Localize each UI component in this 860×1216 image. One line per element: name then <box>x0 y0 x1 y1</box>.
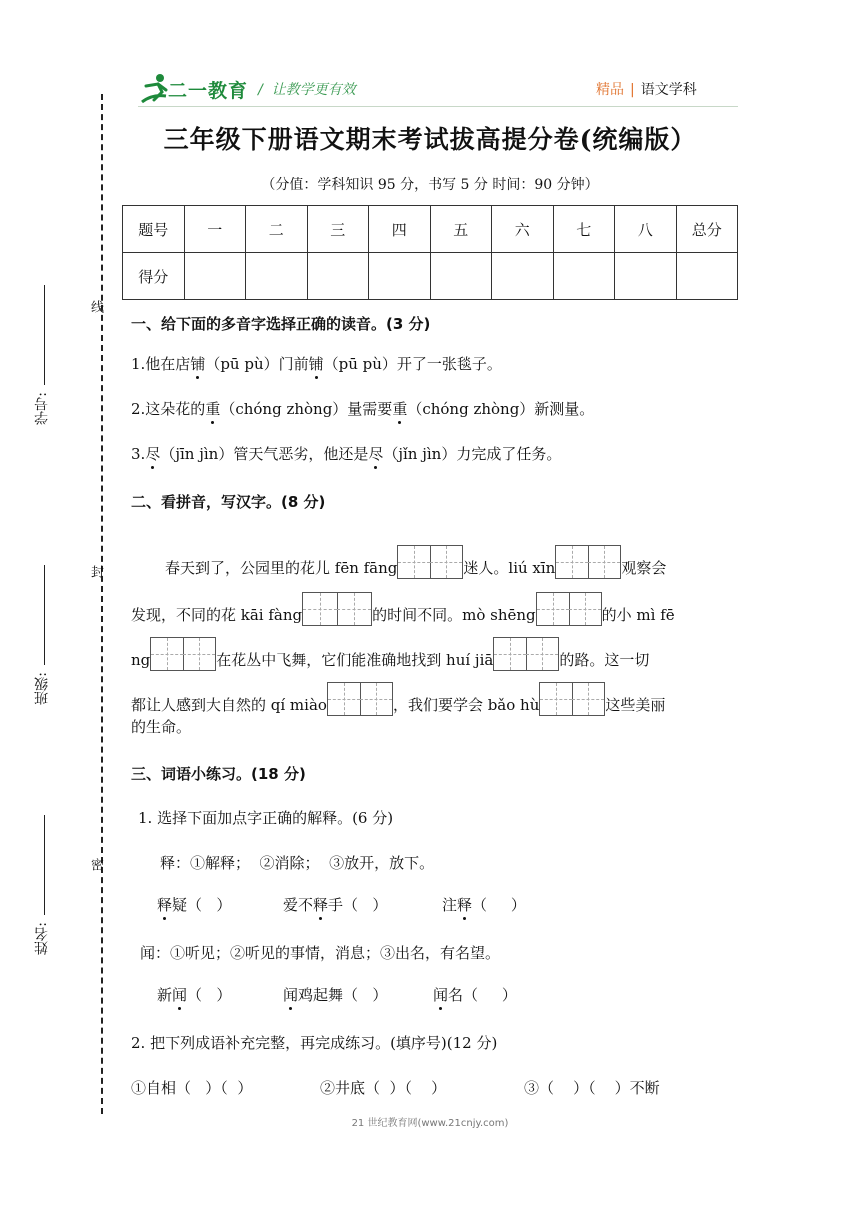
seal-mark-mi: 密 <box>88 858 103 871</box>
answer-box[interactable] <box>536 592 602 626</box>
s2-line-3: ng 在花丛中飞舞，它们能准确地找到 huí jiā 的路。这一切 <box>131 637 649 671</box>
name-line <box>44 815 45 915</box>
answer-box[interactable] <box>302 592 372 626</box>
s2-line-5: 的生命。 <box>131 718 192 736</box>
score-cell[interactable] <box>246 253 308 300</box>
table-header-cell: 四 <box>369 206 431 253</box>
page-title: 三年级下册语文期末考试拔高提分卷(统编版） <box>163 125 697 154</box>
score-cell[interactable] <box>553 253 615 300</box>
shi-word-2: 爱不释手（ ） <box>283 896 388 914</box>
s2-line-4: 都让人感到大自然的 qí miào ，我们要学会 bǎo hù 这些美丽 <box>131 682 665 716</box>
table-header-cell: 八 <box>615 206 677 253</box>
score-cell[interactable] <box>430 253 492 300</box>
answer-box[interactable] <box>493 637 559 671</box>
class-label: 班级: <box>34 672 50 705</box>
table-header-cell: 总分 <box>676 206 738 253</box>
answer-box[interactable] <box>539 682 605 716</box>
s3-question-1: 1. 选择下面加点字正确的解释。(6 分) <box>138 809 394 827</box>
section-3-heading: 三、词语小练习。(18 分) <box>131 765 306 783</box>
table-header-cell: 题号 <box>123 206 185 253</box>
answer-box[interactable] <box>397 545 463 579</box>
page-subtitle: （分值：学科知识 95 分，书写 5 分 时间：90 分钟） <box>261 177 599 193</box>
idiom-3: ③（ ）（ ）不断 <box>524 1079 660 1097</box>
shi-word-1: 释疑（ ） <box>157 896 232 914</box>
wen-word-2: 闻鸡起舞（ ） <box>283 986 388 1004</box>
idiom-1: ①自相（ ）（ ） <box>131 1079 253 1097</box>
score-cell[interactable] <box>184 253 246 300</box>
binding-line <box>101 94 103 1114</box>
idiom-2: ②井底（ ）（ ） <box>320 1079 447 1097</box>
class-line <box>44 565 45 665</box>
seal-mark-feng: 封 <box>88 565 103 578</box>
student-no-label: 学号: <box>34 392 50 425</box>
s3-question-2: 2. 把下列成语补充完整，再完成练习。(填序号)(12 分) <box>131 1034 498 1052</box>
quality-tag: 精品 <box>596 82 624 98</box>
student-no-line <box>44 285 45 385</box>
name-label: 姓名: <box>34 922 50 955</box>
s2-line-1: 春天到了，公园里的花儿 fēn fāng 迷人。liú xīn 观察会 <box>165 545 666 579</box>
table-header-cell: 六 <box>492 206 554 253</box>
wen-word-1: 新闻（ ） <box>157 986 232 1004</box>
table-row <box>123 206 738 253</box>
s1-question-3: 3.尽（jīn jìn）管天气恶劣，他还是尽（jǐn jìn）力完成了任务。 <box>131 445 562 463</box>
score-cell[interactable] <box>369 253 431 300</box>
table-header-cell: 七 <box>553 206 615 253</box>
wen-definitions: 闻：①听见；②听见的事情，消息；③出名，有名望。 <box>140 944 501 962</box>
score-table <box>122 205 738 300</box>
page-footer: 21 世纪教育网(www.21cnjy.com) <box>351 1118 509 1129</box>
table-header-cell: 一 <box>184 206 246 253</box>
table-header-cell: 三 <box>307 206 369 253</box>
table-row-label: 得分 <box>123 253 185 300</box>
s1-question-2: 2.这朵花的重（chóng zhòng）量需要重（chóng zhòng）新测量。 <box>131 400 595 418</box>
table-row <box>123 253 738 300</box>
wen-word-3: 闻名（ ） <box>433 986 517 1004</box>
brand-name: 二一教育 <box>168 80 249 102</box>
s1-question-1: 1.他在店铺（pū pù）门前铺（pū pù）开了一张毯子。 <box>131 355 502 373</box>
answer-box[interactable] <box>555 545 621 579</box>
shi-word-3: 注释（ ） <box>442 896 526 914</box>
table-header-cell: 五 <box>430 206 492 253</box>
score-cell[interactable] <box>307 253 369 300</box>
section-2-heading: 二、看拼音，写汉字。(8 分) <box>131 493 326 511</box>
score-cell[interactable] <box>492 253 554 300</box>
s2-line-2: 发现，不同的花 kāi fàng 的时间不同。mò shēng 的小 mì fē <box>131 592 675 626</box>
score-cell[interactable] <box>615 253 677 300</box>
answer-box[interactable] <box>150 637 216 671</box>
seal-mark-line: 线 <box>88 300 103 313</box>
subject-tag: 语文学科 <box>640 82 697 98</box>
header-divider <box>138 106 738 107</box>
shi-definitions: 释：①解释； ②消除； ③放开，放下。 <box>160 854 435 872</box>
brand-slogan: / 让教学更有效 <box>258 82 356 98</box>
section-1-heading: 一、给下面的多音字选择正确的读音。(3 分) <box>131 315 431 333</box>
score-cell[interactable] <box>676 253 738 300</box>
header-right <box>596 79 697 99</box>
answer-box[interactable] <box>327 682 393 716</box>
table-header-cell: 二 <box>246 206 308 253</box>
separator-icon: | <box>630 82 635 98</box>
